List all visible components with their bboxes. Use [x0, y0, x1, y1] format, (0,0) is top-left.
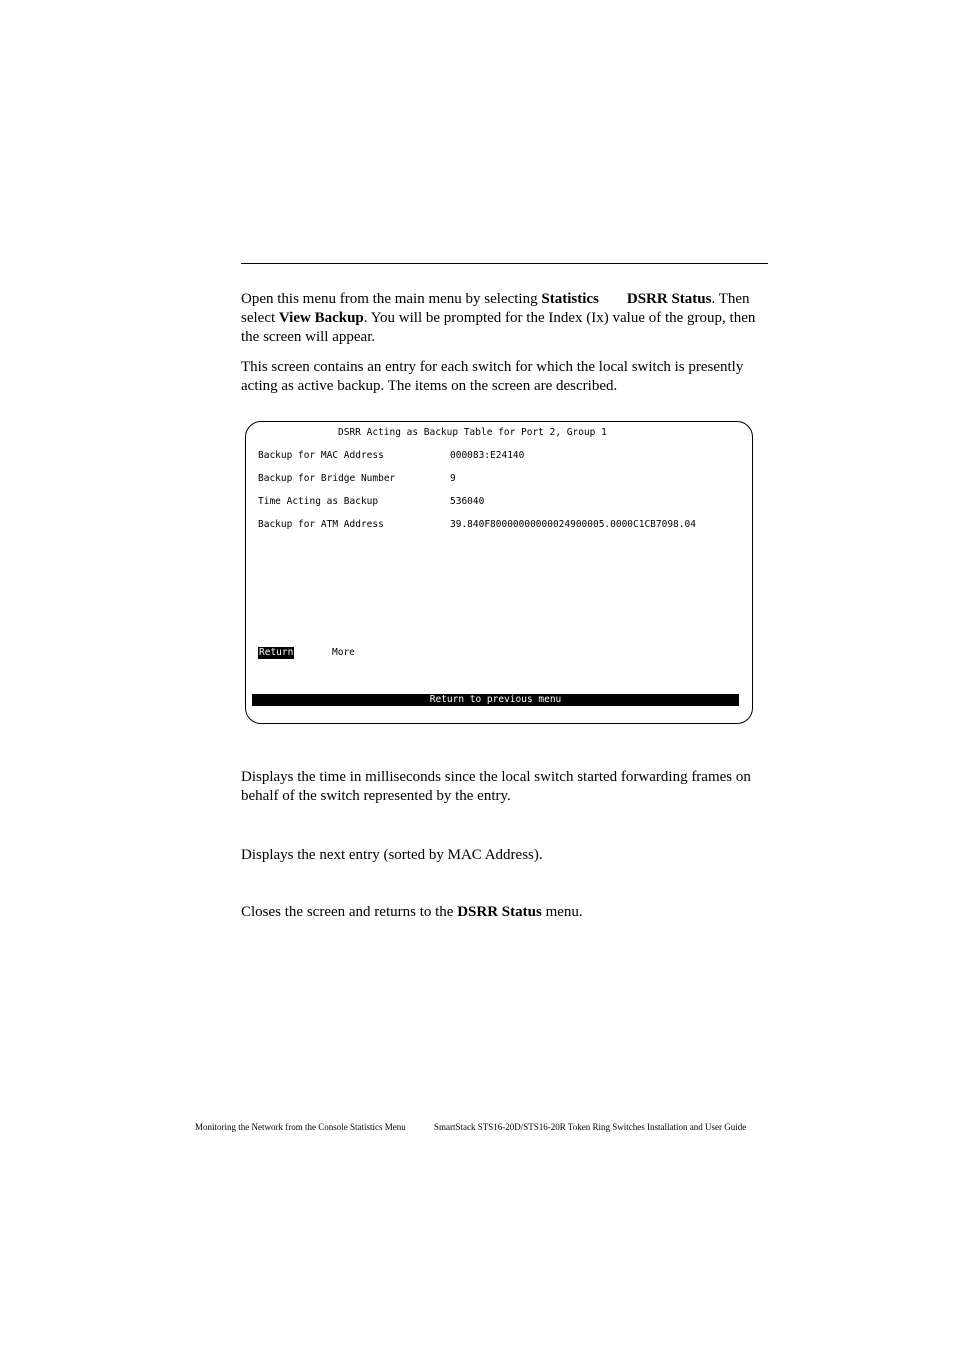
field-label-bridge: Backup for Bridge Number	[258, 473, 396, 484]
field-value-time: 536040	[450, 496, 485, 507]
intro-paragraph-1	[241, 290, 768, 347]
field-label-atm: Backup for ATM Address	[258, 519, 384, 530]
view-backup-ref: View Backup	[278, 310, 364, 326]
return-desc-text: Closes the screen and returns to the	[241, 904, 458, 920]
screen-title: DSRR Acting as Backup Table for Port 2, Group 1	[338, 427, 607, 438]
footer-book-title: SmartStack STS16-20D/STS16-20R Token Ring Switches Installation and User Guide	[434, 1122, 747, 1132]
section-rule	[241, 263, 768, 264]
field-label-time: Time Acting as Backup	[258, 496, 379, 507]
return-desc-end: menu.	[541, 904, 583, 920]
field-label-mac: Backup for MAC Address	[258, 450, 384, 461]
field-value-mac: 000083:E24140	[450, 450, 525, 461]
status-bar: Return to previous menu	[252, 694, 739, 706]
statistics-menu-ref: Statistics	[541, 291, 599, 307]
intro-text: Open this menu from the main menu by selecting	[241, 291, 542, 307]
field-value-bridge: 9	[450, 473, 456, 484]
dsrr-status-menu-ref: DSRR Status	[626, 291, 712, 307]
dsrr-status-ref: DSRR Status	[457, 904, 542, 920]
footer-section-title: Monitoring the Network from the Console Statistics Menu	[195, 1122, 406, 1132]
return-description	[241, 903, 768, 922]
return-command[interactable]: Return	[259, 647, 294, 658]
intro-paragraph-2: This screen contains an entry for each switch for which the local switch is presently acting as active backup. The items on the screen are described.	[241, 359, 744, 394]
more-command[interactable]: More	[332, 647, 355, 658]
more-description: Displays the next entry (sorted by MAC Address).	[241, 847, 543, 863]
intro-text-3: . You will be prompted for the Index (Ix) value of the group, then the screen will appear.	[241, 310, 756, 345]
field-value-atm: 39.840F80000000000024900005.0000C1CB7098.04	[450, 519, 696, 530]
console-screen	[245, 421, 753, 724]
time-description: Displays the time in milliseconds since the local switch started forwarding frames on behalf of the switch represented by the entry.	[241, 769, 751, 804]
intro-period: .	[711, 291, 716, 307]
intro-text-2: Then select	[241, 291, 750, 326]
